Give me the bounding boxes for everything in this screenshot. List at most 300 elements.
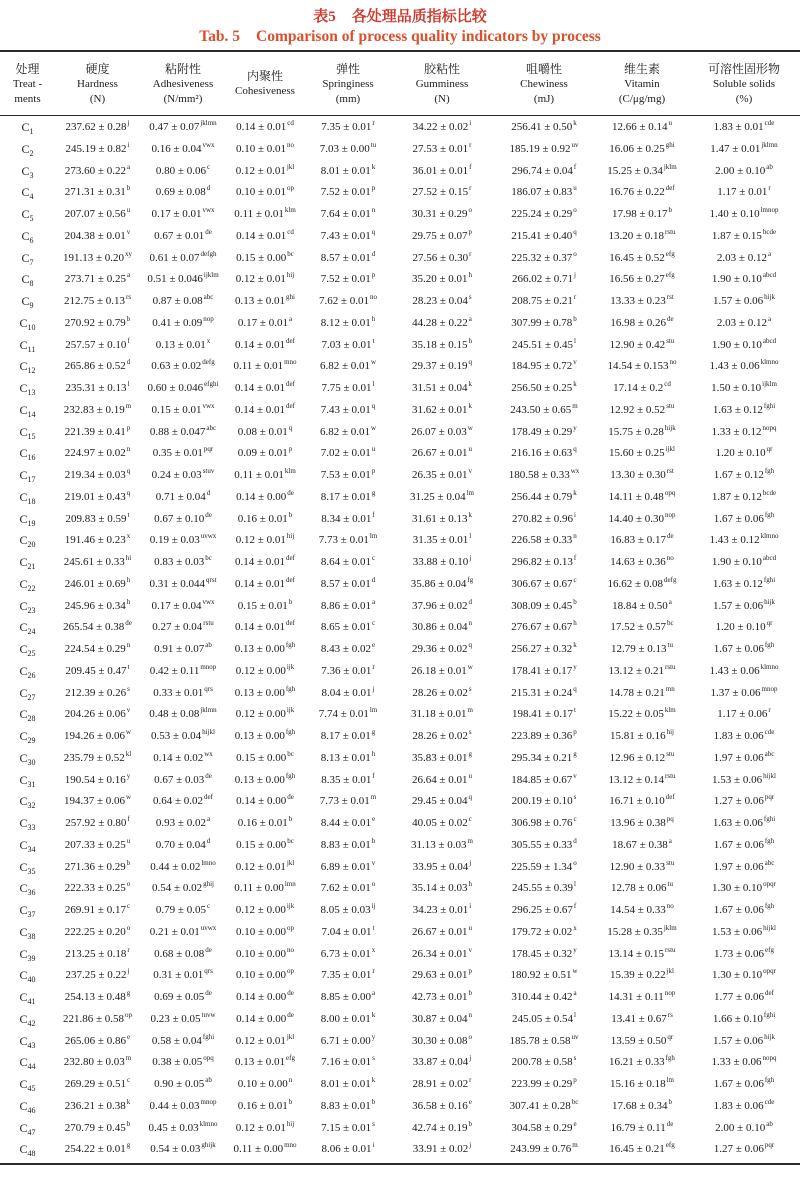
cell-soluble-solids	[688, 791, 800, 813]
cell-value: 0.83 ± 0.03	[154, 556, 205, 568]
cell-value: 0.17 ± 0.01	[151, 208, 202, 220]
significance-letters: jklmn	[761, 140, 778, 149]
significance-letters: lm	[369, 532, 378, 541]
significance-letters: f	[127, 336, 130, 345]
significance-letters: a	[371, 989, 376, 997]
cell-value: 1.63 ± 0.12	[712, 403, 763, 416]
significance-letters: r	[469, 1076, 472, 1084]
cell-soluble-solids	[688, 1052, 800, 1074]
cell-value: 6.89 ± 0.01	[320, 860, 371, 873]
significance-letters: klm	[284, 206, 296, 214]
table-row	[0, 748, 800, 770]
cell-vitamin	[596, 748, 688, 770]
cell-springiness	[304, 182, 392, 204]
cell-gumminess	[392, 509, 492, 531]
cell-value: 194.37 ± 0.06	[63, 795, 125, 808]
significance-letters: k	[573, 488, 577, 497]
cell-value: 1.66 ± 0.10	[712, 1012, 763, 1025]
cell-value: 256.44 ± 0.79	[511, 490, 573, 503]
cell-chewiness	[492, 422, 596, 444]
header-unit: (N)	[434, 92, 450, 105]
significance-letters: r	[469, 184, 472, 193]
cell-cohesiveness	[226, 530, 304, 552]
cell-value: 0.10 ± 0.00	[235, 925, 287, 938]
cell-value: 26.67 ± 0.01	[411, 447, 468, 460]
cell-cohesiveness	[226, 661, 304, 683]
cell-value: 0.14 ± 0.01	[236, 229, 287, 242]
cell-value: 0.35 ± 0.01	[152, 447, 203, 460]
significance-letters: hijkl	[763, 771, 776, 780]
cell-treatment	[0, 335, 55, 357]
cell-value: 17.52 ± 0.57	[610, 621, 666, 634]
cell-value: 1.90 ± 0.10	[711, 273, 762, 286]
cell-hardness	[55, 857, 140, 879]
cell-springiness	[304, 422, 392, 444]
significance-letters: cde	[764, 119, 775, 127]
significance-letters: klmno	[199, 1119, 218, 1128]
cell-value: 0.15 ± 0.00	[236, 751, 287, 764]
cell-cohesiveness	[226, 335, 304, 357]
cell-vitamin	[596, 1052, 688, 1074]
cell-springiness	[304, 965, 392, 987]
cell-chewiness	[492, 574, 596, 596]
cell-gumminess	[392, 248, 492, 270]
significance-letters: m	[125, 1054, 132, 1063]
significance-letters: op	[125, 1010, 133, 1019]
cell-value: 257.92 ± 0.80	[65, 817, 127, 829]
cell-value: 1.67 ± 0.06	[713, 838, 764, 851]
significance-letters: i	[574, 510, 576, 519]
significance-letters: i	[372, 1141, 375, 1150]
significance-letters: bc	[666, 619, 674, 628]
cell-value: 2.03 ± 0.12	[716, 316, 767, 329]
cell-value: 7.43 ± 0.01	[320, 229, 371, 242]
cell-vitamin	[596, 661, 688, 683]
cell-value: 1.83 ± 0.01	[713, 121, 764, 133]
treatment-number: 5	[29, 214, 34, 223]
significance-letters: d	[206, 836, 211, 845]
treatment-number: 3	[29, 170, 34, 180]
significance-letters: de	[666, 1119, 674, 1128]
cell-treatment	[0, 1096, 55, 1118]
cell-value: 0.33 ± 0.01	[153, 686, 204, 699]
cell-value: 0.15 ± 0.00	[236, 251, 287, 264]
cell-hardness	[55, 226, 140, 248]
significance-letters: def	[286, 336, 295, 345]
cell-adhesiveness	[140, 574, 226, 596]
header-en: Hardness	[77, 77, 118, 90]
significance-letters: de	[287, 1010, 294, 1019]
significance-letters: b	[573, 314, 577, 323]
cell-value: 33.87 ± 0.04	[412, 1056, 469, 1069]
cell-value: 1.97 ± 0.06	[713, 751, 764, 764]
cell-adhesiveness	[140, 248, 226, 270]
cell-gumminess	[392, 335, 492, 357]
cell-treatment	[0, 226, 55, 248]
cell-hardness	[55, 1096, 140, 1118]
cell-cohesiveness	[226, 269, 304, 291]
cell-value: 2.00 ± 0.10	[715, 1121, 766, 1134]
cell-gumminess	[392, 182, 492, 204]
significance-letters: e	[371, 815, 376, 823]
cell-value: 1.17 ± 0.06	[717, 708, 768, 721]
cell-gumminess	[392, 313, 492, 335]
cell-value: 222.25 ± 0.20	[64, 925, 126, 938]
cell-value: 0.14 ± 0.00	[236, 795, 287, 808]
cell-value: 212.75 ± 0.13	[63, 295, 125, 307]
table-row	[0, 248, 800, 270]
table-row	[0, 182, 800, 204]
cell-hardness	[55, 596, 140, 618]
cell-vitamin	[596, 878, 688, 900]
significance-letters: uvwx	[200, 923, 217, 932]
cell-value: 178.41 ± 0.17	[511, 664, 573, 677]
cell-cohesiveness	[226, 204, 304, 226]
cell-value: 7.52 ± 0.01	[320, 273, 371, 286]
cell-gumminess	[392, 487, 492, 509]
cell-soluble-solids	[688, 1096, 800, 1118]
cell-value: 236.21 ± 0.38	[64, 1099, 126, 1112]
treatment-letter: C	[19, 620, 28, 635]
cell-springiness	[304, 552, 392, 574]
significance-letters: r	[372, 662, 375, 671]
significance-letters: ghij	[203, 880, 214, 889]
significance-letters: bc	[205, 554, 212, 562]
significance-letters: i	[469, 902, 472, 910]
cell-hardness	[55, 1074, 140, 1096]
header-en: Soluble solids	[712, 77, 776, 90]
cell-value: 1.43 ± 0.06	[709, 360, 760, 373]
cell-treatment	[0, 617, 55, 639]
cell-value: 198.41 ± 0.17	[512, 708, 574, 721]
significance-letters: op	[287, 923, 295, 932]
cell-soluble-solids	[688, 639, 800, 661]
cell-value: 1.43 ± 0.06	[709, 664, 760, 677]
header-vitamin	[596, 53, 688, 114]
cell-value: 235.79 ± 0.52	[63, 751, 125, 764]
cell-hardness	[55, 704, 140, 726]
cell-value: 307.41 ± 0.28	[509, 1099, 571, 1112]
significance-letters: r	[469, 140, 472, 149]
cell-value: 0.12 ± 0.01	[235, 1121, 286, 1134]
cell-value: 26.34 ± 0.01	[411, 947, 468, 960]
cell-cohesiveness	[226, 791, 304, 813]
significance-letters: nopq	[762, 1054, 777, 1063]
cell-gumminess	[392, 530, 492, 552]
cell-treatment	[0, 400, 55, 422]
table-row	[0, 530, 800, 552]
cell-gumminess	[392, 117, 492, 139]
significance-letters: r	[127, 945, 130, 954]
significance-letters: uv	[571, 140, 579, 149]
cell-cohesiveness	[226, 400, 304, 422]
cell-value: 26.18 ± 0.01	[411, 664, 467, 677]
cell-adhesiveness	[140, 552, 226, 574]
cell-springiness	[304, 1074, 392, 1096]
significance-letters: n	[288, 1076, 293, 1084]
cell-adhesiveness	[140, 335, 226, 357]
treatment-number: 20	[27, 540, 36, 550]
table-row	[0, 1009, 800, 1031]
significance-letters: abcd	[762, 271, 777, 280]
significance-letters: ab	[766, 1119, 773, 1128]
significance-letters: ijk	[286, 706, 295, 715]
cell-adhesiveness	[140, 139, 226, 161]
cell-value: 14.78 ± 0.21	[609, 686, 665, 699]
cell-value: 37.96 ± 0.02	[411, 599, 468, 612]
cell-gumminess	[392, 857, 492, 879]
table-number-zh: 表5	[313, 9, 336, 25]
cell-gumminess	[392, 552, 492, 574]
cell-value: 13.33 ± 0.23	[610, 295, 666, 307]
significance-letters: d	[573, 836, 577, 845]
cell-value: 16.45 ± 0.52	[609, 251, 665, 264]
cell-gumminess	[392, 226, 492, 248]
cell-adhesiveness	[140, 639, 226, 661]
cell-cohesiveness	[226, 900, 304, 922]
cell-value: 16.06 ± 0.25	[609, 142, 665, 155]
cell-value: 1.83 ± 0.06	[713, 1099, 764, 1112]
cell-vitamin	[596, 204, 688, 226]
cell-value: 185.78 ± 0.58	[509, 1034, 571, 1047]
significance-letters: k	[371, 162, 376, 171]
significance-letters: w	[370, 358, 377, 367]
significance-letters: d	[371, 575, 376, 584]
cell-value: 0.44 ± 0.02	[150, 860, 201, 873]
significance-letters: l	[372, 380, 375, 388]
cell-chewiness	[492, 965, 596, 987]
table-row	[0, 791, 800, 813]
treatment-number: 22	[27, 583, 36, 593]
cell-vitamin	[596, 900, 688, 922]
cell-value: 33.91 ± 0.02	[412, 1143, 469, 1156]
significance-letters: j	[127, 967, 130, 976]
significance-letters: g	[573, 749, 577, 758]
cell-value: 35.83 ± 0.01	[411, 751, 468, 764]
significance-letters: q	[371, 401, 376, 410]
significance-letters: kl	[125, 749, 132, 758]
cell-springiness	[304, 161, 392, 183]
significance-letters: fghi	[763, 401, 776, 410]
treatment-letter: C	[19, 663, 28, 678]
significance-letters: hij	[286, 532, 295, 541]
treatment-number: 28	[27, 714, 36, 724]
cell-cohesiveness	[226, 683, 304, 705]
significance-letters: g	[371, 488, 376, 497]
cell-value: 0.68 ± 0.08	[154, 947, 205, 960]
significance-letters: klmno	[760, 662, 779, 671]
significance-letters: j	[127, 119, 130, 127]
cell-value: 0.13 ± 0.00	[234, 686, 285, 699]
cell-vitamin	[596, 1096, 688, 1118]
significance-letters: a	[668, 836, 672, 845]
cell-hardness	[55, 770, 140, 792]
cell-vitamin	[596, 596, 688, 618]
cell-value: 30.30 ± 0.08	[411, 1034, 468, 1047]
cell-cohesiveness	[226, 378, 304, 400]
significance-letters: abc	[203, 293, 214, 301]
significance-letters: q	[573, 684, 577, 693]
significance-letters: r	[372, 119, 375, 127]
significance-letters: efg	[665, 1141, 675, 1150]
significance-letters: u	[573, 184, 577, 193]
cell-cohesiveness	[226, 465, 304, 487]
cell-gumminess	[392, 1139, 492, 1161]
cell-value: 27.56 ± 0.30	[412, 251, 469, 264]
cell-value: 0.13 ± 0.00	[234, 643, 285, 655]
cell-value: 0.90 ± 0.05	[154, 1078, 205, 1090]
cell-value: 0.12 ± 0.01	[235, 860, 286, 873]
cell-adhesiveness	[140, 1009, 226, 1031]
significance-letters: stu	[666, 858, 675, 867]
cell-adhesiveness	[140, 748, 226, 770]
cell-value: 0.38 ± 0.05	[152, 1056, 203, 1069]
cell-value: 0.11 ± 0.00	[234, 882, 284, 895]
cell-vitamin	[596, 987, 688, 1009]
significance-letters: l	[469, 532, 472, 541]
cell-treatment	[0, 791, 55, 813]
cell-vitamin	[596, 378, 688, 400]
cell-value: 1.67 ± 0.06	[713, 1078, 764, 1090]
cell-value: 31.62 ± 0.01	[411, 403, 468, 416]
significance-letters: m	[572, 401, 578, 410]
cell-treatment	[0, 1009, 55, 1031]
cell-adhesiveness	[140, 400, 226, 422]
cell-soluble-solids	[688, 1139, 800, 1161]
cell-chewiness	[492, 1139, 596, 1161]
treatment-number: 23	[27, 605, 36, 615]
cell-hardness	[55, 1052, 140, 1074]
cell-value: 15.60 ± 0.25	[609, 447, 665, 460]
cell-value: 1.43 ± 0.12	[709, 534, 760, 547]
cell-hardness	[55, 313, 140, 335]
cell-value: 0.10 ± 0.00	[235, 969, 287, 982]
header-en: Gumminess	[415, 77, 469, 90]
cell-hardness	[55, 509, 140, 531]
cell-value: 0.14 ± 0.00	[236, 1012, 287, 1025]
cell-cohesiveness	[226, 704, 304, 726]
cell-value: 13.59 ± 0.50	[610, 1034, 667, 1047]
significance-letters: de	[205, 227, 212, 236]
table-row	[0, 291, 800, 313]
cell-value: 12.90 ± 0.33	[609, 860, 666, 873]
cell-hardness	[55, 1139, 140, 1161]
significance-letters: jklm	[663, 162, 677, 171]
treatment-number: 31	[27, 779, 36, 789]
cell-value: 8.17 ± 0.01	[320, 490, 371, 503]
cell-value: 273.60 ± 0.22	[64, 164, 126, 177]
cell-chewiness	[492, 596, 596, 618]
significance-letters: c	[573, 575, 577, 584]
significance-letters: efghi	[204, 380, 219, 388]
significance-letters: o	[573, 249, 577, 258]
cell-value: 0.14 ± 0.01	[235, 403, 286, 416]
table-bottom-rule	[0, 1163, 800, 1165]
cell-cohesiveness	[226, 944, 304, 966]
cell-cohesiveness	[226, 487, 304, 509]
cell-vitamin	[596, 726, 688, 748]
cell-vitamin	[596, 356, 688, 378]
significance-letters: w	[467, 423, 473, 432]
cell-hardness	[55, 835, 140, 857]
cell-value: 8.83 ± 0.01	[320, 838, 371, 851]
cell-cohesiveness	[226, 161, 304, 183]
cell-adhesiveness	[140, 356, 226, 378]
cell-soluble-solids	[688, 335, 800, 357]
significance-letters: lmno	[201, 858, 216, 867]
cell-value: 178.49 ± 0.29	[511, 425, 573, 438]
significance-letters: n	[573, 532, 577, 541]
significance-letters: op	[287, 967, 295, 976]
cell-chewiness	[492, 313, 596, 335]
cell-value: 26.64 ± 0.01	[411, 773, 468, 786]
cell-value: 246.01 ± 0.69	[64, 577, 126, 590]
cell-value: 26.67 ± 0.01	[411, 925, 468, 938]
cell-gumminess	[392, 661, 492, 683]
cell-hardness	[55, 117, 140, 139]
treatment-letter: C	[19, 685, 28, 700]
cell-cohesiveness	[226, 857, 304, 879]
cell-value: 1.83 ± 0.06	[713, 730, 764, 742]
cell-value: 208.75 ± 0.21	[511, 295, 573, 307]
treatment-letter: C	[21, 228, 30, 243]
cell-soluble-solids	[688, 1074, 800, 1096]
cell-value: 190.54 ± 0.16	[64, 773, 126, 786]
cell-soluble-solids	[688, 378, 800, 400]
cell-soluble-solids	[688, 226, 800, 248]
cell-soluble-solids	[688, 422, 800, 444]
cell-vitamin	[596, 574, 688, 596]
cell-adhesiveness	[140, 378, 226, 400]
significance-letters: cde	[764, 728, 775, 736]
cell-springiness	[304, 791, 392, 813]
cell-value: 1.90 ± 0.10	[711, 338, 762, 351]
significance-letters: q	[468, 358, 473, 367]
cell-value: 207.07 ± 0.56	[64, 208, 126, 220]
cell-value: 7.73 ± 0.01	[318, 534, 369, 547]
significance-letters: de	[125, 619, 132, 628]
cell-value: 0.21 ± 0.01	[149, 925, 200, 938]
significance-letters: jklmn	[200, 706, 217, 715]
significance-letters: l	[574, 880, 576, 889]
significance-letters: o	[126, 880, 131, 889]
significance-letters: c	[468, 815, 472, 823]
cell-hardness	[55, 422, 140, 444]
table-row	[0, 987, 800, 1009]
significance-letters: u	[468, 771, 473, 780]
significance-letters: r	[768, 706, 771, 715]
cell-value: 224.54 ± 0.29	[64, 643, 126, 655]
treatment-number: 19	[27, 518, 36, 528]
treatment-letter: C	[19, 750, 28, 765]
cell-treatment	[0, 1118, 55, 1140]
cell-value: 29.45 ± 0.04	[411, 795, 468, 808]
cell-cohesiveness	[226, 1052, 304, 1074]
cell-soluble-solids	[688, 1009, 800, 1031]
cell-hardness	[55, 465, 140, 487]
cell-gumminess	[392, 356, 492, 378]
cell-value: 254.22 ± 0.01	[64, 1143, 126, 1156]
cell-cohesiveness	[226, 987, 304, 1009]
cell-gumminess	[392, 291, 492, 313]
treatment-number: 10	[27, 322, 36, 332]
cell-gumminess	[392, 1009, 492, 1031]
cell-value: 12.79 ± 0.13	[611, 643, 667, 655]
cell-value: 15.22 ± 0.05	[608, 708, 664, 721]
treatment-letter: C	[19, 468, 28, 482]
header-gumminess	[392, 53, 492, 114]
significance-letters: vwx	[202, 597, 215, 606]
